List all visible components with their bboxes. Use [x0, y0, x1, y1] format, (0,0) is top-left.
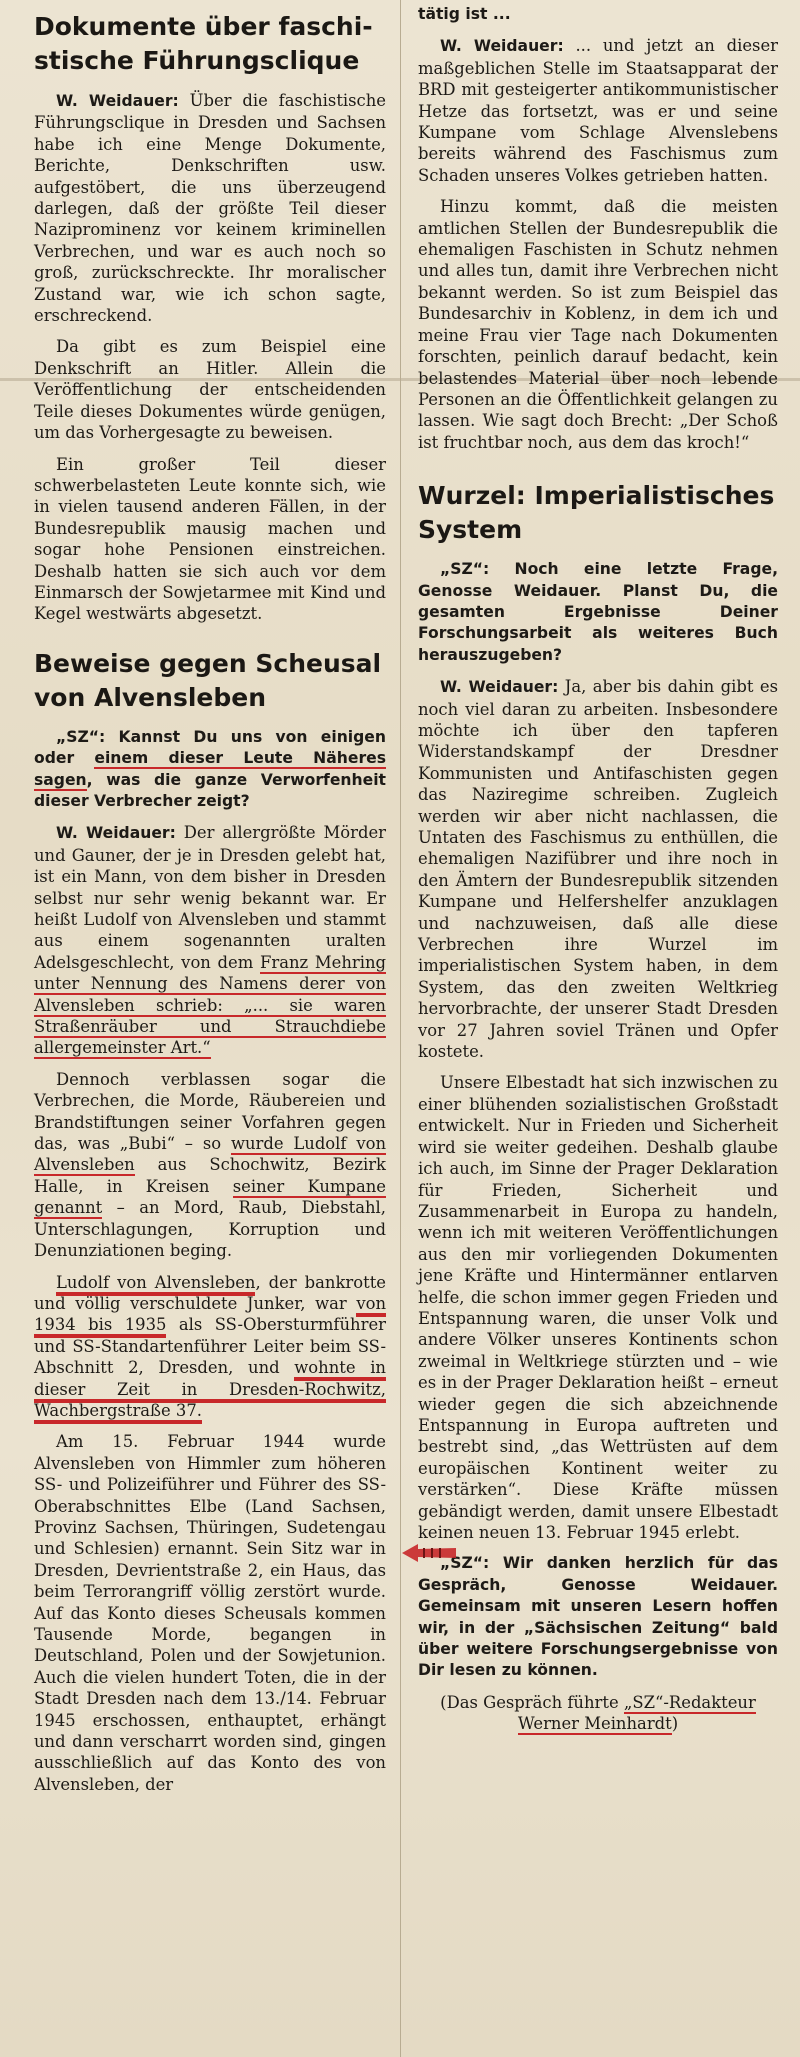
right-column — [418, 4, 778, 1745]
underlined-text: Franz Mehring unter Nennung des Namens derer von Alvensleben schrieb: „... sie waren Straßenräuber und Strauchdiebe allergemeinster Art.“ — [34, 952, 387, 1058]
paragraph-text: als SS-Obersturmführer und SS-Standartenführer Leiter beim SS-Abschnitt 2, Dresden, und — [34, 1315, 386, 1378]
paragraph-text: ... und jetzt an dieser maßgeblichen Stelle im Staatsapparat der BRD mit gesteigerter antikommunistischer Hetze das fortsetzt, was er und seine Kumpane vom Schlage Alvenslebens bereits während des Faschismus zum Schaden unseres Volkes getrieben hatten. — [418, 36, 778, 185]
underlined-text: seiner Kumpane genannt — [34, 1176, 386, 1218]
paragraph — [34, 822, 386, 1058]
paragraph-text: Über die faschistische Führungsclique in Dresden und Sachsen habe ich eine Menge Dokumente, Berichte, Denkschriften usw. aufgestöbert, die uns überzeugend darlegen, daß der größte Teil dieser Naziprominenz vor keinem kriminellen Verbrechen, und war es auch noch so groß, zurückschreckte. Ihr moralischer Zustand war, wie ich schon sagte, erschreckend. — [34, 91, 386, 326]
speaker-label: W. Weidauer: — [56, 824, 176, 843]
section-heading-root: Wurzel: Imperialistisches System — [418, 481, 775, 545]
underlined-text: von 1934 bis 1935 — [34, 1294, 386, 1338]
paragraph-text: , der bankrotte und völlig verschuldete Junker, war — [34, 1272, 386, 1313]
interview-question: „SZ“: Noch eine letzte Frage, Genosse Weidauer. Planst Du, die gesamten Ergebnisse Deiner Forschungsarbeit als weiteres Buch herauszugeben? — [418, 560, 778, 664]
speaker-label: W. Weidauer: — [56, 92, 179, 110]
interview-question — [34, 727, 386, 813]
paragraph: Ein großer Teil dieser schwerbelasteten Leute konnte sich, wie in vielen tausend anderen Fällen, in der Bundesrepublik mausig machen und sogar hohe Pensionen einstreichen. Deshalb hatten sie sich auch vor dem Einmarsch der Sowjetarmee mit Kind und Kegel westwärts abgesetzt. — [34, 454, 386, 624]
section-heading-evidence: Beweise gegen Scheusal von Alvensleben — [34, 648, 382, 712]
speaker-label: W. Weidauer: — [440, 678, 559, 697]
paragraph-text: Ja, aber bis dahin gibt es noch viel daran zu arbeiten. Insbesondere möchte ich über den tapferen Widerstandskampf der Dresdner Kommunisten und Antifaschisten gegen das Naziregime schreiben. Zugleich werden wir aber nicht nachlassen, die Untaten des Faschismus zu enthüllen, die ehemaligen Nazifübrer und ihre noch in den Ämtern der Bundesrepublik sitzenden Kumpane und Helfershelfer anzuklagen und nachzuweisen, daß alle diese Verbrechen ihre Wurzel im imperialistischen System haben, in dem System, das den zweiten Weltkrieg hervorbrachte, der unserer Stadt Dresden vor 27 Jahren soviel Tränen und Opfer kostete. — [418, 677, 778, 1062]
red-arrow-icon — [402, 1542, 458, 1564]
attribution-text: (Das Gespräch führte — [440, 1692, 624, 1712]
question-text: , was die ganze Verworfenheit dieser Verbrecher zeigt? — [34, 770, 386, 810]
paragraph — [34, 1272, 386, 1422]
paragraph — [34, 90, 386, 326]
paragraph-text: aus Schochwitz, Bezirk Halle, in Kreisen — [34, 1155, 386, 1196]
column-divider — [400, 0, 401, 2057]
paragraph-text: Dennoch verblassen sogar die Verbrechen, die Morde, Räubereien und Brandstiftungen seiner Vorfahren gegen das, was „Bubi“ – so — [34, 1069, 386, 1154]
paragraph: Am 15. Februar 1944 wurde Alvensleben von Himmler zum höheren SS- und Polizeiführer und Führer des SS-Oberabschnittes Elbe (Land Sachsen, Provinz Sachsen, Thüringen, Sudetengau und Schlesien) ernannt. Sein Sitz war in Dresden, Devrientstraße 2, ein Haus, das beim Terrorangriff völlig zerstört wurde. Auf das Konto dieses Scheusals kommen Tausende Morde, begangen in Deutschland, Polen und der Sowjetunion. Auch die vielen hundert Toten, die in der Stadt Dresden nach dem 13./14. Februar 1945 erschossen, enthauptet, erhängt und dann verscharrt worden sind, gingen ausschließlich auf das Konto des von Alvensleben, der — [34, 1432, 386, 1794]
paragraph: Hinzu kommt, daß die meisten amtlichen Stellen der Bundesrepublik die ehemaligen Faschisten in Schutz nehmen und alles tun, damit ihre Verbrechen nicht bekannt werden. So ist zum Beispiel das Bundesarchiv in Koblenz, in dem ich und meine Frau vier Tage nach Dokumenten forschten, peinlich darauf bedacht, kein belastendes Material über noch lebende Personen an die Öffentlichkeit gelangen zu lassen. Wie sagt doch Brecht: „Der Schoß ist fruchtbar noch, aus dem das kroch!“ — [418, 197, 778, 452]
paragraph — [418, 35, 778, 186]
paragraph — [418, 676, 778, 1062]
question-text: „SZ“: Kannst Du uns von einigen oder — [34, 727, 386, 768]
underlined-text: wohnte in dieser Zeit in Dresden-Rochwitz, Wachbergstraße 37. — [34, 1358, 386, 1424]
left-column — [34, 10, 386, 1805]
paragraph — [34, 1069, 386, 1262]
speaker-label: W. Weidauer: — [440, 37, 564, 56]
underlined-text: „SZ“-Redakteur Werner Meinhardt — [517, 1692, 756, 1734]
paragraph-text: Der allergrößte Mörder und Gauner, der je in Dresden gelebt hat, ist ein Mann, von dem bisher in Dresden selbst nur sehr wenig bekannt war. Er heißt Ludolf von Alvensleben und stammt aus einem sogenannten uralten Adelsgeschlecht, von dem — [34, 823, 386, 972]
continued-fragment: tätig ist ... — [418, 5, 511, 23]
attribution-text: ) — [671, 1714, 679, 1734]
attribution — [418, 1692, 778, 1735]
paragraph: Unsere Elbestadt hat sich inzwischen zu einer blühenden sozialistischen Großstadt entwickelt. Nur in Frieden und Sicherheit wird sie weiter gedeihen. Deshalb glaube ich auch, im Sinne der Prager Deklaration für Frieden, Sicherheit und Zusammenarbeit in Europa zu handeln, wenn ich mit weiteren Veröffentlichungen aus den mir vorliegenden Dokumenten jene Kräfte und Hintermänner entlarven helfe, die schon immer gegen Frieden und Entspannung waren, die unser Volk und andere Völker unseres Kontinents schon zweimal in Weltkriege stürzten und – wie es in der Prager Deklaration heißt – erneut wieder gegen die sich abzeichnende Entspannung in Europa auftreten und bestrebt sind, „das Wettrüsten auf dem europäischen Kontinent weiter zu verstärken“. Diese Kräfte müssen gebändigt werden, damit unsere Elbestadt keinen neuen 13. Februar 1945 erlebt. — [418, 1073, 778, 1542]
underlined-text: Ludolf von Alvensleben — [56, 1273, 255, 1296]
closing-statement: „SZ“: Wir danken herzlich für das Gespräch, Genosse Weidauer. Gemeinsam mit unseren Lesern hoffen wir, in der „Sächsischen Zeitung“ bald über weitere Forschungsergebnisse von Dir lesen zu können. — [418, 1554, 778, 1680]
section-heading-documents: Dokumente über faschi-stische Führungsclique — [34, 12, 373, 75]
paragraph-text: – an Mord, Raub, Diebstahl, Unterschlagungen, Korruption und Denunziationen beging. — [34, 1198, 386, 1261]
underlined-text: wurde Ludolf von Alvensleben — [34, 1134, 387, 1175]
underlined-text: einem dieser Leute Näheres sagen — [34, 749, 386, 789]
paragraph: Da gibt es zum Beispiel eine Denkschrift an Hitler. Allein die Veröffentlichung der entscheidenden Teile dieses Dokumentes würde genügen, um das Vorhergesagte zu beweisen. — [34, 337, 386, 443]
